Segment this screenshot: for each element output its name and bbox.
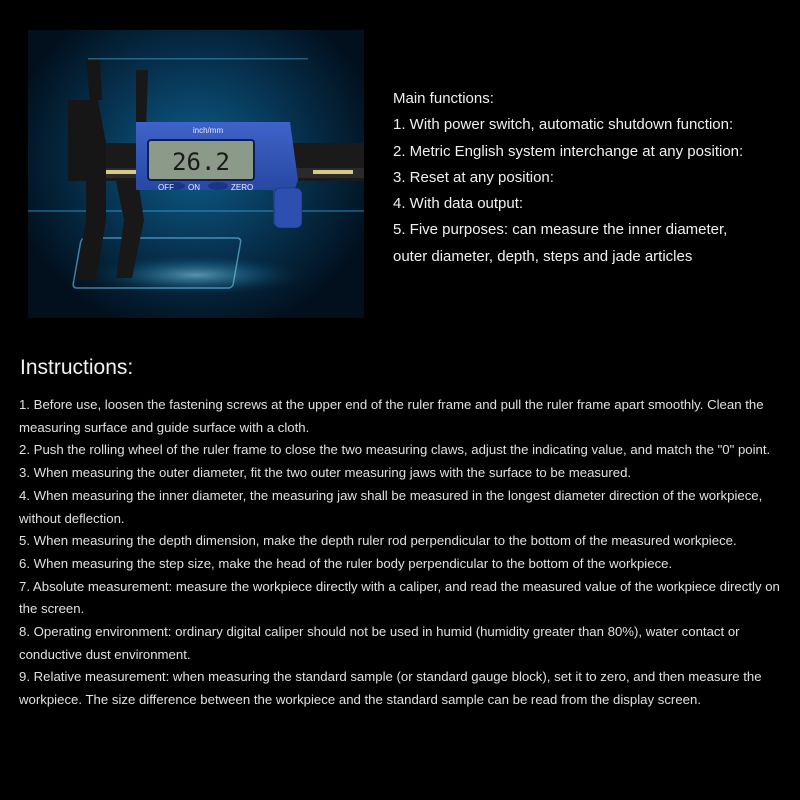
lcd-reading: 26.2 [172, 148, 230, 176]
instruction-item: 2. Push the rolling wheel of the ruler frame to close the two measuring claws, adjust the indicating value, and match the "0" point. [19, 442, 771, 458]
instructions-list [19, 394, 794, 712]
instruction-item: 8. Operating environment: ordinary digital caliper should not be used in humid (humidity greater than 80%), water contact or conductive dust environment. [19, 624, 740, 662]
instruction-item: 5. When measuring the depth dimension, make the depth ruler rod perpendicular to the bottom of the measured workpiece. [19, 533, 737, 549]
instruction-item: 9. Relative measurement: when measuring the standard sample (or standard gauge block), set it to zero, and then measure the workpiece. The size difference between the workpiece and the standard sample can be read from the display screen. [19, 669, 762, 708]
button-label-off: OFF [158, 183, 174, 192]
instruction-item: 1. Before use, loosen the fastening screws at the upper end of the ruler frame and pull the ruler frame apart smoothly. Clean the measuring surface and guide surface with a cloth. [19, 397, 764, 435]
button-label-on: ON [188, 183, 200, 192]
instruction-item: 6. When measuring the step size, make the head of the ruler body perpendicular to the bottom of the workpiece. [19, 555, 673, 571]
main-function-item: 4. With data output: [393, 195, 524, 213]
product-photo [28, 30, 364, 318]
main-function-item: 2. Metric English system interchange at any position: [393, 142, 744, 160]
caliper-illustration [28, 30, 364, 318]
button-label-zero: ZERO [231, 183, 254, 192]
main-function-item: 5. Five purposes: can measure the inner diameter, [393, 221, 728, 239]
main-functions-list [393, 86, 793, 270]
main-function-item: 1. With power switch, automatic shutdown function: [393, 116, 734, 134]
instruction-item: 4. When measuring the inner diameter, the measuring jaw shall be measured in the longest diameter direction of the workpiece, without deflection. [19, 487, 763, 526]
main-function-item: 3. Reset at any position: [393, 168, 554, 186]
instructions-title: Instructions: [20, 356, 134, 379]
main-functions-heading: Main functions: [393, 90, 494, 107]
instruction-item: 7. Absolute measurement: measure the workpiece directly with a caliper, and read the measured value of the workpiece directly on the screen. [19, 578, 780, 617]
instruction-item: 3. When measuring the outer diameter, fit the two outer measuring jaws with the surface to be measured. [19, 465, 632, 481]
main-function-item: outer diameter, depth, steps and jade articles [393, 247, 693, 265]
unit-label: inch/mm [192, 126, 224, 135]
